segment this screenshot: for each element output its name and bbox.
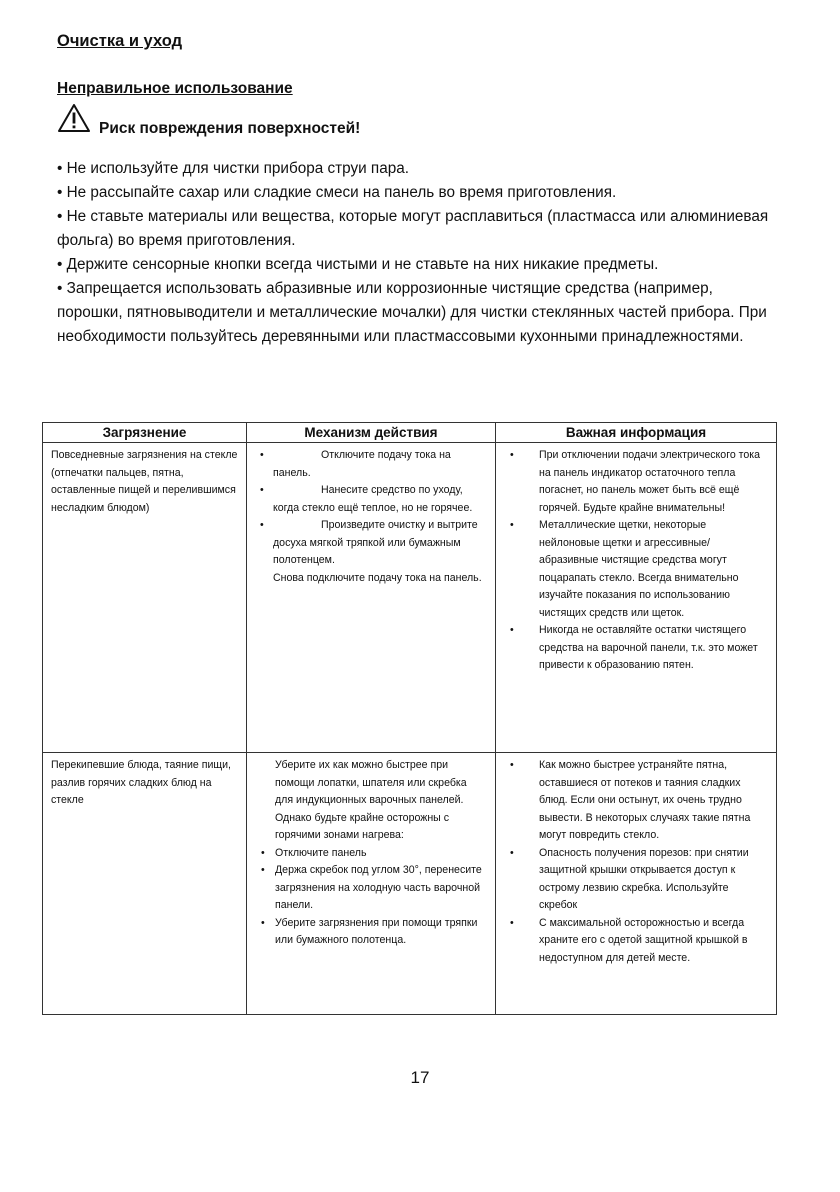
list-item: • Не рассыпайте сахар или сладкие смеси на панель во время приготовления.	[57, 181, 777, 205]
list-item	[260, 517, 485, 570]
soil-cell	[43, 443, 247, 753]
list-item-text: Отключите подачу тока на панель.	[273, 449, 451, 479]
bullet-icon: •	[510, 624, 514, 636]
list-item-text: Уберите загрязнения при помощи тряпки или бумажного полотенца.	[275, 916, 478, 946]
soil-text: Перекипевшие блюда, таяние пищи, разлив горячих сладких блюд на стекле	[51, 759, 231, 806]
list-item	[261, 862, 487, 915]
column-header-soil: Загрязнение	[43, 423, 247, 443]
list-item-text: Держа скребок под углом 30°, перенесите загрязнения на холодную часть варочной панели.	[275, 864, 482, 911]
list-item-text: Отключите панель	[275, 846, 367, 859]
warning-text: Риск повреждения поверхностей!	[99, 120, 361, 137]
list-item	[510, 915, 768, 968]
list-item-text: С максимальной осторожностью и всегда храните его с одетой защитной крышкой в недоступном для детей месте.	[539, 916, 748, 964]
list-item	[510, 845, 768, 915]
list-item-text: Металлические щетки, некоторые нейлоновые щетки и агрессивные/абразивные чистящие средства могут поцарапать стекло. Всегда внимательно изучайте показания по использованию чистящих средств или щеток.	[539, 519, 739, 619]
subsection-title: Неправильное использование	[57, 80, 293, 97]
bullet-icon: •	[510, 759, 514, 771]
bullet-icon: •	[261, 846, 265, 859]
info-cell	[496, 443, 777, 753]
list-item: • Держите сенсорные кнопки всегда чистыми и не ставьте на них никакие предметы.	[57, 253, 777, 277]
action-tail-text: Снова подключите подачу тока на панель.	[273, 571, 482, 584]
action-cell	[247, 443, 496, 753]
list-item	[261, 915, 487, 950]
cleaning-table	[42, 422, 777, 1015]
list-item: • Не используйте для чистки прибора струи пара.	[57, 157, 777, 181]
bullet-icon: •	[510, 449, 514, 461]
table-row	[43, 753, 777, 1015]
list-item-text: Произведите очистку и вытрите досуха мягкой тряпкой или бумажным полотенцем.	[273, 519, 478, 566]
list-item: • Запрещается использовать абразивные или коррозионные чистящие средства (например, порошки, пятновыводители и металлические мочалки) для чистки стеклянных частей прибора. При необходимости пользуйтесь деревянными или пластмассовыми кухонными принадлежностями.	[57, 277, 777, 349]
bullet-icon: •	[510, 519, 514, 531]
page-number: 17	[410, 1068, 430, 1087]
list-item-text: Никогда не оставляйте остатки чистящего средства на варочной панели, т.к. это может привести к образованию пятен.	[539, 624, 758, 671]
bullet-icon: •	[510, 846, 514, 859]
list-item: • Не ставьте материалы или вещества, которые могут расплавиться (пластмасса или алюминиевая фольга) во время приготовления.	[57, 205, 777, 253]
table-header-row	[43, 423, 777, 443]
list-item	[261, 845, 487, 863]
list-item	[260, 447, 485, 482]
list-item	[510, 517, 766, 622]
list-item-text: Как можно быстрее устраняйте пятна, оставшиеся от потеков и таяния сладких блюд. Если они остынут, их очень трудно вывести. В некоторых случаях такие пятна могут повредить стекло.	[539, 759, 751, 841]
soil-cell	[43, 753, 247, 1015]
list-item	[510, 757, 768, 845]
list-item-text: Опасность получения порезов: при снятии защитной крышки открывается доступ к острому лезвию скребка. Используйте скребок	[539, 846, 749, 911]
column-header-action: Механизм действия	[247, 423, 496, 443]
bullet-icon: •	[260, 449, 264, 461]
usage-rules-list	[57, 157, 777, 349]
bullet-icon: •	[260, 519, 264, 531]
list-item-text: Нанесите средство по уходу, когда стекло ещё теплое, но не горячее.	[273, 484, 473, 514]
soil-text: Повседневные загрязнения на стекле (отпечатки пальцев, пятна, оставленные пищей и перелившимся несладким блюдом)	[51, 449, 238, 514]
bullet-icon: •	[261, 864, 265, 876]
warning-triangle-icon	[57, 103, 91, 133]
bullet-icon: •	[261, 916, 265, 929]
column-header-info: Важная информация	[496, 423, 777, 443]
list-item	[510, 622, 766, 675]
action-intro-text: Уберите их как можно быстрее при помощи лопатки, шпателя или скребка для индукционных варочных панелей. Однако будьте крайне осторожны с горячими зонами нагрева:	[275, 759, 467, 841]
info-cell	[496, 753, 777, 1015]
list-item	[510, 447, 766, 517]
bullet-icon: •	[510, 916, 514, 929]
table-row	[43, 443, 777, 753]
list-item-text: При отключении подачи электрического тока на панель индикатор остаточного тепла погаснет, но панель может быть всё ещё горячей. Будьте крайне внимательны!	[539, 449, 761, 514]
bullet-icon: •	[260, 484, 264, 496]
action-cell	[247, 753, 496, 1015]
section-title: Очистка и уход	[57, 32, 183, 50]
list-item	[260, 482, 485, 517]
